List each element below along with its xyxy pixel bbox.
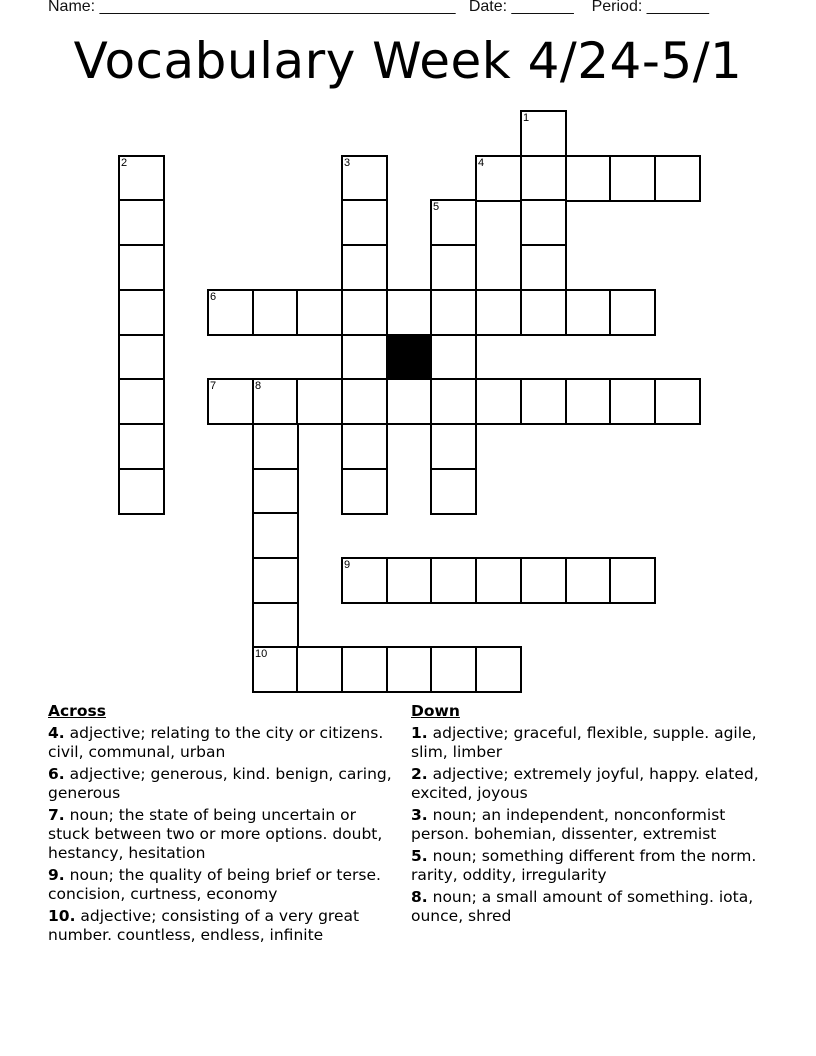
down-clues: [411, 702, 761, 929]
crossword-cell[interactable]: [430, 378, 477, 425]
crossword-cell[interactable]: [475, 378, 522, 425]
crossword-cell[interactable]: [386, 557, 433, 604]
crossword-cell[interactable]: [341, 155, 388, 202]
crossword-cell[interactable]: [430, 289, 477, 336]
crossword-cell[interactable]: [252, 423, 299, 470]
crossword-cell[interactable]: [118, 289, 165, 336]
crossword-cell[interactable]: [118, 468, 165, 515]
clue-number: 3: [344, 157, 351, 169]
crossword-cell[interactable]: [520, 155, 567, 202]
crossword-cell[interactable]: [430, 468, 477, 515]
crossword-cell[interactable]: [252, 512, 299, 559]
crossword-cell[interactable]: [520, 199, 567, 246]
clue-number: 7: [210, 380, 217, 392]
crossword-cell[interactable]: [252, 378, 299, 425]
crossword-cell[interactable]: [565, 557, 612, 604]
crossword-black-cell: [386, 334, 433, 381]
clue-down-5: 5. noun; something different from the norm. rarity, oddity, irregularity: [411, 847, 757, 884]
crossword-cell[interactable]: [341, 468, 388, 515]
crossword-cell[interactable]: [386, 289, 433, 336]
crossword-cell[interactable]: [296, 378, 343, 425]
crossword-cell[interactable]: [252, 602, 299, 649]
across-heading: Across: [48, 702, 106, 720]
crossword-cell[interactable]: [386, 646, 433, 693]
crossword-cell[interactable]: [430, 199, 477, 246]
crossword-cell[interactable]: [252, 557, 299, 604]
crossword-cell[interactable]: [252, 646, 299, 693]
crossword-cell[interactable]: [609, 289, 656, 336]
header-fields: Name: ________________________________________ Date: _______ Period: _______: [48, 0, 710, 15]
crossword-cell[interactable]: [341, 557, 388, 604]
crossword-cell[interactable]: [252, 289, 299, 336]
crossword-cell[interactable]: [520, 557, 567, 604]
clue-number: 9: [344, 559, 351, 571]
crossword-cell[interactable]: [520, 110, 567, 157]
crossword-cell[interactable]: [565, 155, 612, 202]
clue-number: 8: [255, 380, 262, 392]
clue-number: 6: [210, 291, 217, 303]
clue-number: 2: [121, 157, 128, 169]
clue-down-3: 3. noun; an independent, nonconformist person. bohemian, dissenter, extremist: [411, 806, 726, 843]
crossword-cell[interactable]: [341, 244, 388, 291]
crossword-cell[interactable]: [475, 155, 522, 202]
clue-number: 10: [255, 648, 268, 660]
down-heading: Down: [411, 702, 460, 720]
crossword-cell[interactable]: [430, 244, 477, 291]
crossword-cell[interactable]: [520, 289, 567, 336]
crossword-cell[interactable]: [296, 289, 343, 336]
crossword-cell[interactable]: [341, 334, 388, 381]
clue-down-1: 1. adjective; graceful, flexible, supple. agile, slim, limber: [411, 724, 757, 761]
crossword-cell[interactable]: [207, 289, 254, 336]
clue-down-2: 2. adjective; extremely joyful, happy. elated, excited, joyous: [411, 765, 759, 802]
crossword-cell[interactable]: [341, 378, 388, 425]
crossword-cell[interactable]: [520, 378, 567, 425]
crossword-cell[interactable]: [118, 423, 165, 470]
crossword-cell[interactable]: [118, 155, 165, 202]
crossword-cell[interactable]: [520, 244, 567, 291]
crossword-cell[interactable]: [565, 378, 612, 425]
crossword-cell[interactable]: [475, 289, 522, 336]
crossword-cell[interactable]: [386, 378, 433, 425]
crossword-cell[interactable]: [609, 378, 656, 425]
crossword-cell[interactable]: [118, 199, 165, 246]
clue-across-6: 6. adjective; generous, kind. benign, caring, generous: [48, 765, 392, 802]
clue-number: 5: [433, 201, 440, 213]
clue-number: 4: [478, 157, 485, 169]
crossword-cell[interactable]: [430, 557, 477, 604]
crossword-cell[interactable]: [475, 646, 522, 693]
crossword-cell[interactable]: [341, 423, 388, 470]
crossword-cell[interactable]: [118, 244, 165, 291]
crossword-cell[interactable]: [341, 199, 388, 246]
page-title: Vocabulary Week 4/24-5/1: [73, 32, 743, 90]
crossword-cell[interactable]: [430, 423, 477, 470]
clue-across-4: 4. adjective; relating to the city or citizens. civil, communal, urban: [48, 724, 384, 761]
crossword-cell[interactable]: [430, 646, 477, 693]
clue-down-8: 8. noun; a small amount of something. iota, ounce, shred: [411, 888, 754, 925]
crossword-cell[interactable]: [654, 155, 701, 202]
crossword-cell[interactable]: [296, 646, 343, 693]
crossword-cell[interactable]: [207, 378, 254, 425]
crossword-cell[interactable]: [341, 289, 388, 336]
crossword-cell[interactable]: [654, 378, 701, 425]
clue-across-9: 9. noun; the quality of being brief or terse. concision, curtness, economy: [48, 866, 381, 903]
crossword-cell[interactable]: [341, 646, 388, 693]
clue-across-10: 10. adjective; consisting of a very great number. countless, endless, infinite: [48, 907, 360, 944]
clue-across-7: 7. noun; the state of being uncertain or stuck between two or more options. doubt, hestancy, hesitation: [48, 806, 383, 862]
crossword-cell[interactable]: [118, 334, 165, 381]
crossword-cell[interactable]: [565, 289, 612, 336]
crossword-cell[interactable]: [252, 468, 299, 515]
crossword-cell[interactable]: [430, 334, 477, 381]
crossword-cell[interactable]: [609, 557, 656, 604]
clue-number: 1: [523, 112, 530, 124]
crossword-cell[interactable]: [609, 155, 656, 202]
crossword-cell[interactable]: [118, 378, 165, 425]
across-clues: [48, 702, 398, 948]
crossword-cell[interactable]: [475, 557, 522, 604]
